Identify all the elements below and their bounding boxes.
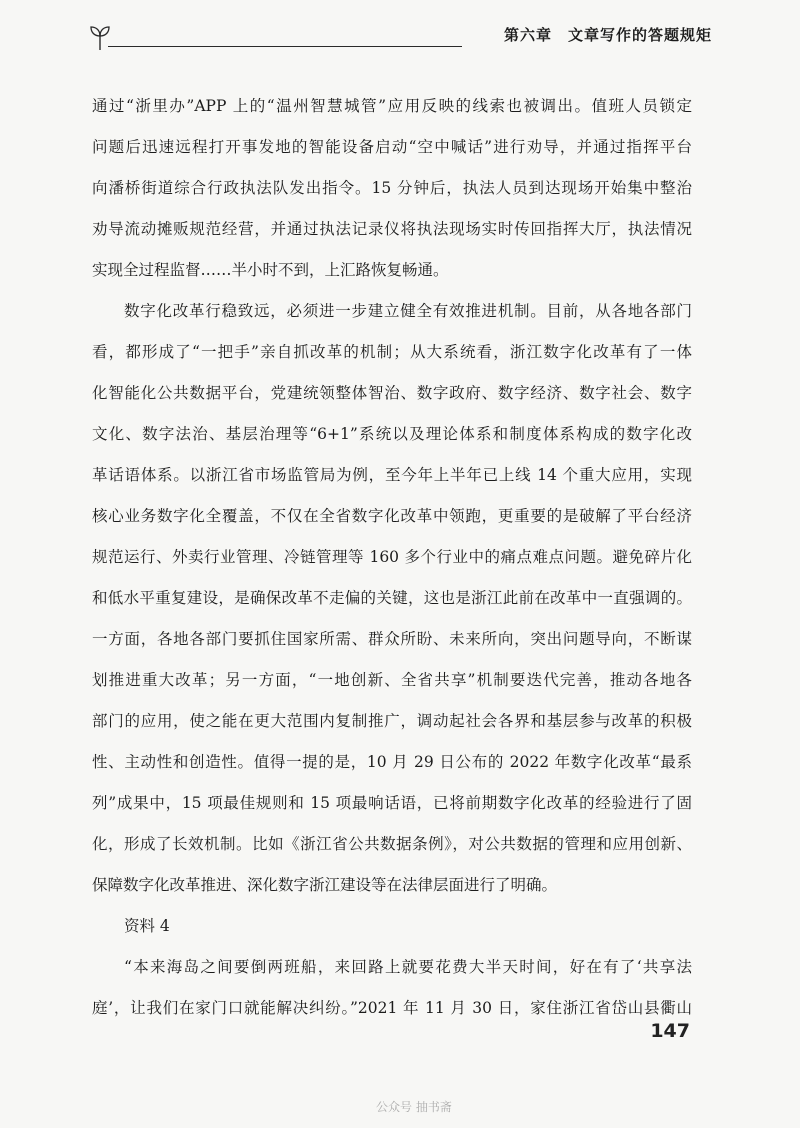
text-line: 劝导流动摊贩规范经营，并通过执法记录仪将执法现场实时传回指挥大厅，执法情况 — [92, 220, 692, 238]
text-line: 划推进重大改革；另一方面，“一地创新、全省共享”机制要迭代完善，推动各地各 — [92, 671, 692, 689]
text-line: “本来海岛之间要倒两班船，来回路上就要花费大半天时间，好在有了‘共享法 — [124, 958, 692, 976]
body-text — [92, 86, 692, 1029]
text-line: 通过“浙里办”APP 上的“温州智慧城管”应用反映的线索也被调出。值班人员锁定 — [92, 97, 692, 115]
text-line: 数字化改革行稳致远，必须进一步建立健全有效推进机制。目前，从各地各部门 — [124, 302, 692, 320]
text-line: 革话语体系。以浙江省市场监管局为例，至今年上半年已上线 14 个重大应用，实现 — [92, 466, 692, 484]
text-line: 一方面，各地各部门要抓住国家所需、群众所盼、未来所向，突出问题导向，不断谋 — [92, 630, 692, 648]
sprout-icon — [88, 24, 112, 52]
text-line: 问题后迅速远程打开事发地的智能设备启动“空中喊话”进行劝导，并通过指挥平台 — [92, 138, 692, 156]
text-line: 化，形成了长效机制。比如《浙江省公共数据条例》，对公共数据的管理和应用创新、 — [92, 835, 692, 853]
text-line: 文化、数字法治、基层治理等“6+1”系统以及理论体系和制度体系构成的数字化改 — [92, 425, 692, 443]
page-number: 147 — [650, 1020, 690, 1042]
text-line: 向潘桥街道综合行政执法队发出指令。15 分钟后，执法人员到达现场开始集中整治 — [92, 179, 692, 197]
text-line: 规范运行、外卖行业管理、冷链管理等 160 多个行业中的痛点难点问题。避免碎片化 — [92, 548, 692, 566]
text-line: 看，都形成了“一把手”亲自抓改革的机制；从大系统看，浙江数字化改革有了一体 — [92, 343, 692, 361]
text-line: 保障数字化改革推进、深化数字浙江建设等在法律层面进行了明确。 — [92, 876, 558, 894]
chapter-title: 第六章 文章写作的答题规矩 — [503, 26, 712, 44]
running-header — [88, 18, 712, 52]
text-line: 核心业务数字化全覆盖，不仅在全省数字化改革中领跑，更重要的是破解了平台经济 — [92, 507, 692, 525]
text-line: 庭’，让我们在家门口就能解决纠纷。”2021 年 11 月 30 日，家住浙江省岱山县衢山 — [92, 999, 692, 1017]
text-line: 化智能化公共数据平台，党建统领整体智治、数字政府、数字经济、数字社会、数字 — [92, 384, 692, 402]
text-line: 实现全过程监督……半小时不到，上汇路恢复畅通。 — [92, 261, 449, 279]
text-line: 列”成果中，15 项最佳规则和 15 项最响话语，已将前期数字化改革的经验进行了固 — [92, 794, 692, 812]
scan-watermark: 公众号 抽书斋 — [376, 1100, 452, 1114]
header-rule — [108, 46, 462, 47]
section-heading: 资料 4 — [124, 917, 170, 935]
text-line: 部门的应用，使之能在更大范围内复制推广，调动起社会各界和基层参与改革的积极 — [92, 712, 692, 730]
text-line: 性、主动性和创造性。值得一提的是，10 月 29 日公布的 2022 年数字化改革“最系 — [92, 753, 692, 771]
text-line: 和低水平重复建设，是确保改革不走偏的关键，这也是浙江此前在改革中一直强调的。 — [92, 589, 692, 607]
